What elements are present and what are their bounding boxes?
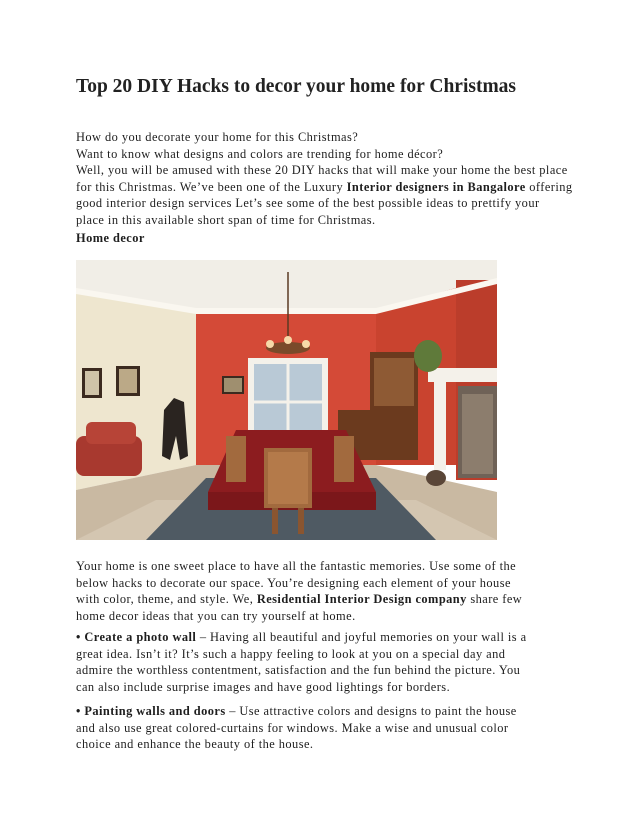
intro-line-3: Well, you will be amused with these 20 DIY hacks that will make your home the best place <box>76 163 568 178</box>
residential-design-link-text: Residential Interior Design company <box>256 592 467 607</box>
bullet-photo-wall-line-2: great idea. Isn’t it? It’s such a happy feeling to look at you on a special day and <box>76 646 506 661</box>
body-line-2: below hacks to decorate our space. You’re designing each element of your house <box>76 575 511 590</box>
bullet-painting-walls-line-2: and also use great colored-curtains for windows. Make a wise and unusual color <box>76 720 509 735</box>
bullet-photo-wall-line-3: admire the worthless contentment, satisfaction and the fun behind the picture. You <box>76 663 521 678</box>
bullet-photo-wall <box>76 629 527 695</box>
body-line-4: home decor ideas that you can try yourself at home. <box>76 608 356 623</box>
interior-designers-link-text: Interior designers in Bangalore <box>346 179 526 194</box>
intro-line-2: Want to know what designs and colors are trending for home décor? <box>76 146 444 161</box>
dining-room-photo <box>76 260 497 540</box>
bullet-photo-wall-line-1 <box>76 629 527 646</box>
bullet-text: – Having all beautiful and joyful memories on your wall is a <box>196 630 527 644</box>
bullet-marker: • <box>76 704 81 718</box>
section-heading: Home decor <box>76 231 145 245</box>
bullet-painting-walls-line-1 <box>76 703 517 720</box>
body-line-3-text: with color, theme, and style. We, <box>76 592 257 607</box>
body-line-3 <box>76 591 522 608</box>
intro-line-6: place in this available short span of time for Christmas. <box>76 212 376 227</box>
bullet-text: – Use attractive colors and designs to paint the house <box>225 704 517 718</box>
bullet-photo-wall-line-4: can also include surprise images and have good lightings for borders. <box>76 679 451 694</box>
bullet-label: Painting walls and doors <box>84 704 226 718</box>
bullet-painting-walls <box>76 703 517 753</box>
bullet-marker: • <box>76 630 81 644</box>
intro-line-4-text: for this Christmas. We’ve been one of the Luxury <box>76 179 347 194</box>
intro-paragraph <box>76 129 573 229</box>
intro-line-4-tail: offering <box>525 179 573 194</box>
body-line-3-tail: share few <box>466 592 523 607</box>
body-line-1: Your home is one sweet place to have all the fantastic memories. Use some of the <box>76 559 517 573</box>
body-paragraph <box>76 558 522 624</box>
bullet-painting-walls-line-3: choice and enhance the beauty of the house. <box>76 737 314 752</box>
intro-line-5: good interior design services Let’s see some of the best possible ideas to prettify your <box>76 196 540 211</box>
intro-line-1: How do you decorate your home for this Christmas? <box>76 130 359 144</box>
intro-line-4 <box>76 179 573 196</box>
page-title: Top 20 DIY Hacks to decor your home for Christmas <box>76 76 517 97</box>
bullet-label: Create a photo wall <box>84 630 197 644</box>
